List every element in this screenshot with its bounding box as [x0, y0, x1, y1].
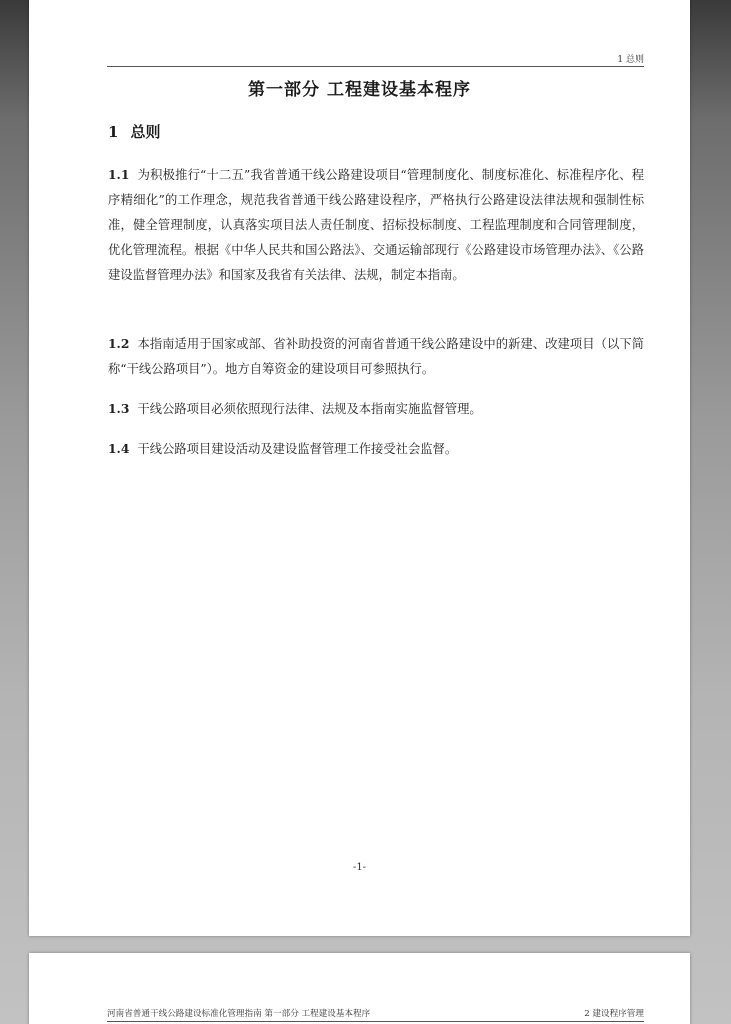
part-title: 第一部分 工程建设基本程序 — [248, 80, 471, 100]
clause-1-4 — [108, 436, 644, 462]
clause-number: 1.2 — [108, 336, 130, 351]
running-header-left: 河南省普通干线公路建设标准化管理指南 第一部分 工程建设基本程序 — [107, 1009, 371, 1019]
clause-number: 1.1 — [108, 167, 130, 182]
clause-1-1 — [108, 162, 644, 288]
running-header: 1 总则 — [107, 52, 644, 67]
clause-number: 1.4 — [108, 441, 130, 456]
section-number: 1 — [108, 123, 119, 141]
section-heading — [108, 121, 160, 142]
running-header-right: 2 建设程序管理 — [584, 1009, 644, 1019]
clause-1-2 — [108, 331, 644, 382]
clause-text: 为积极推行“十二五”我省普通干线公路建设项目“管理制度化、制度标准化、标准程序化、程序精细化”的工作理念，规范我省普通干线公路建设程序，严格执行公路建设法律法规和强制性标准，健全管理制度，认真落实项目法人责任制度、招标投标制度、工程监理制度和合同管理制度，优化管理流程。根据《中华人民共和国公路法》、交通运输部现行《公路建设市场管理办法》、《公路建设监督管理办法》和国家及我省有关法律、法规，制定本指南。 — [108, 168, 644, 282]
document-page-1 — [29, 0, 690, 936]
clause-text: 本指南适用于国家或部、省补助投资的河南省普通干线公路建设中的新建、改建项目（以下简称“干线公路项目”）。地方自筹资金的建设项目可参照执行。 — [108, 337, 644, 376]
clause-text: 干线公路项目必须依照现行法律、法规及本指南实施监督管理。 — [137, 402, 482, 416]
clause-number: 1.3 — [108, 401, 130, 416]
clause-1-3 — [108, 396, 644, 422]
section-title: 总则 — [130, 123, 161, 141]
document-page-2 — [29, 953, 690, 1024]
page-2-running-header — [107, 1007, 644, 1022]
clause-text: 干线公路项目建设活动及建设监督管理工作接受社会监督。 — [137, 442, 458, 456]
page-number: -1- — [352, 862, 367, 873]
